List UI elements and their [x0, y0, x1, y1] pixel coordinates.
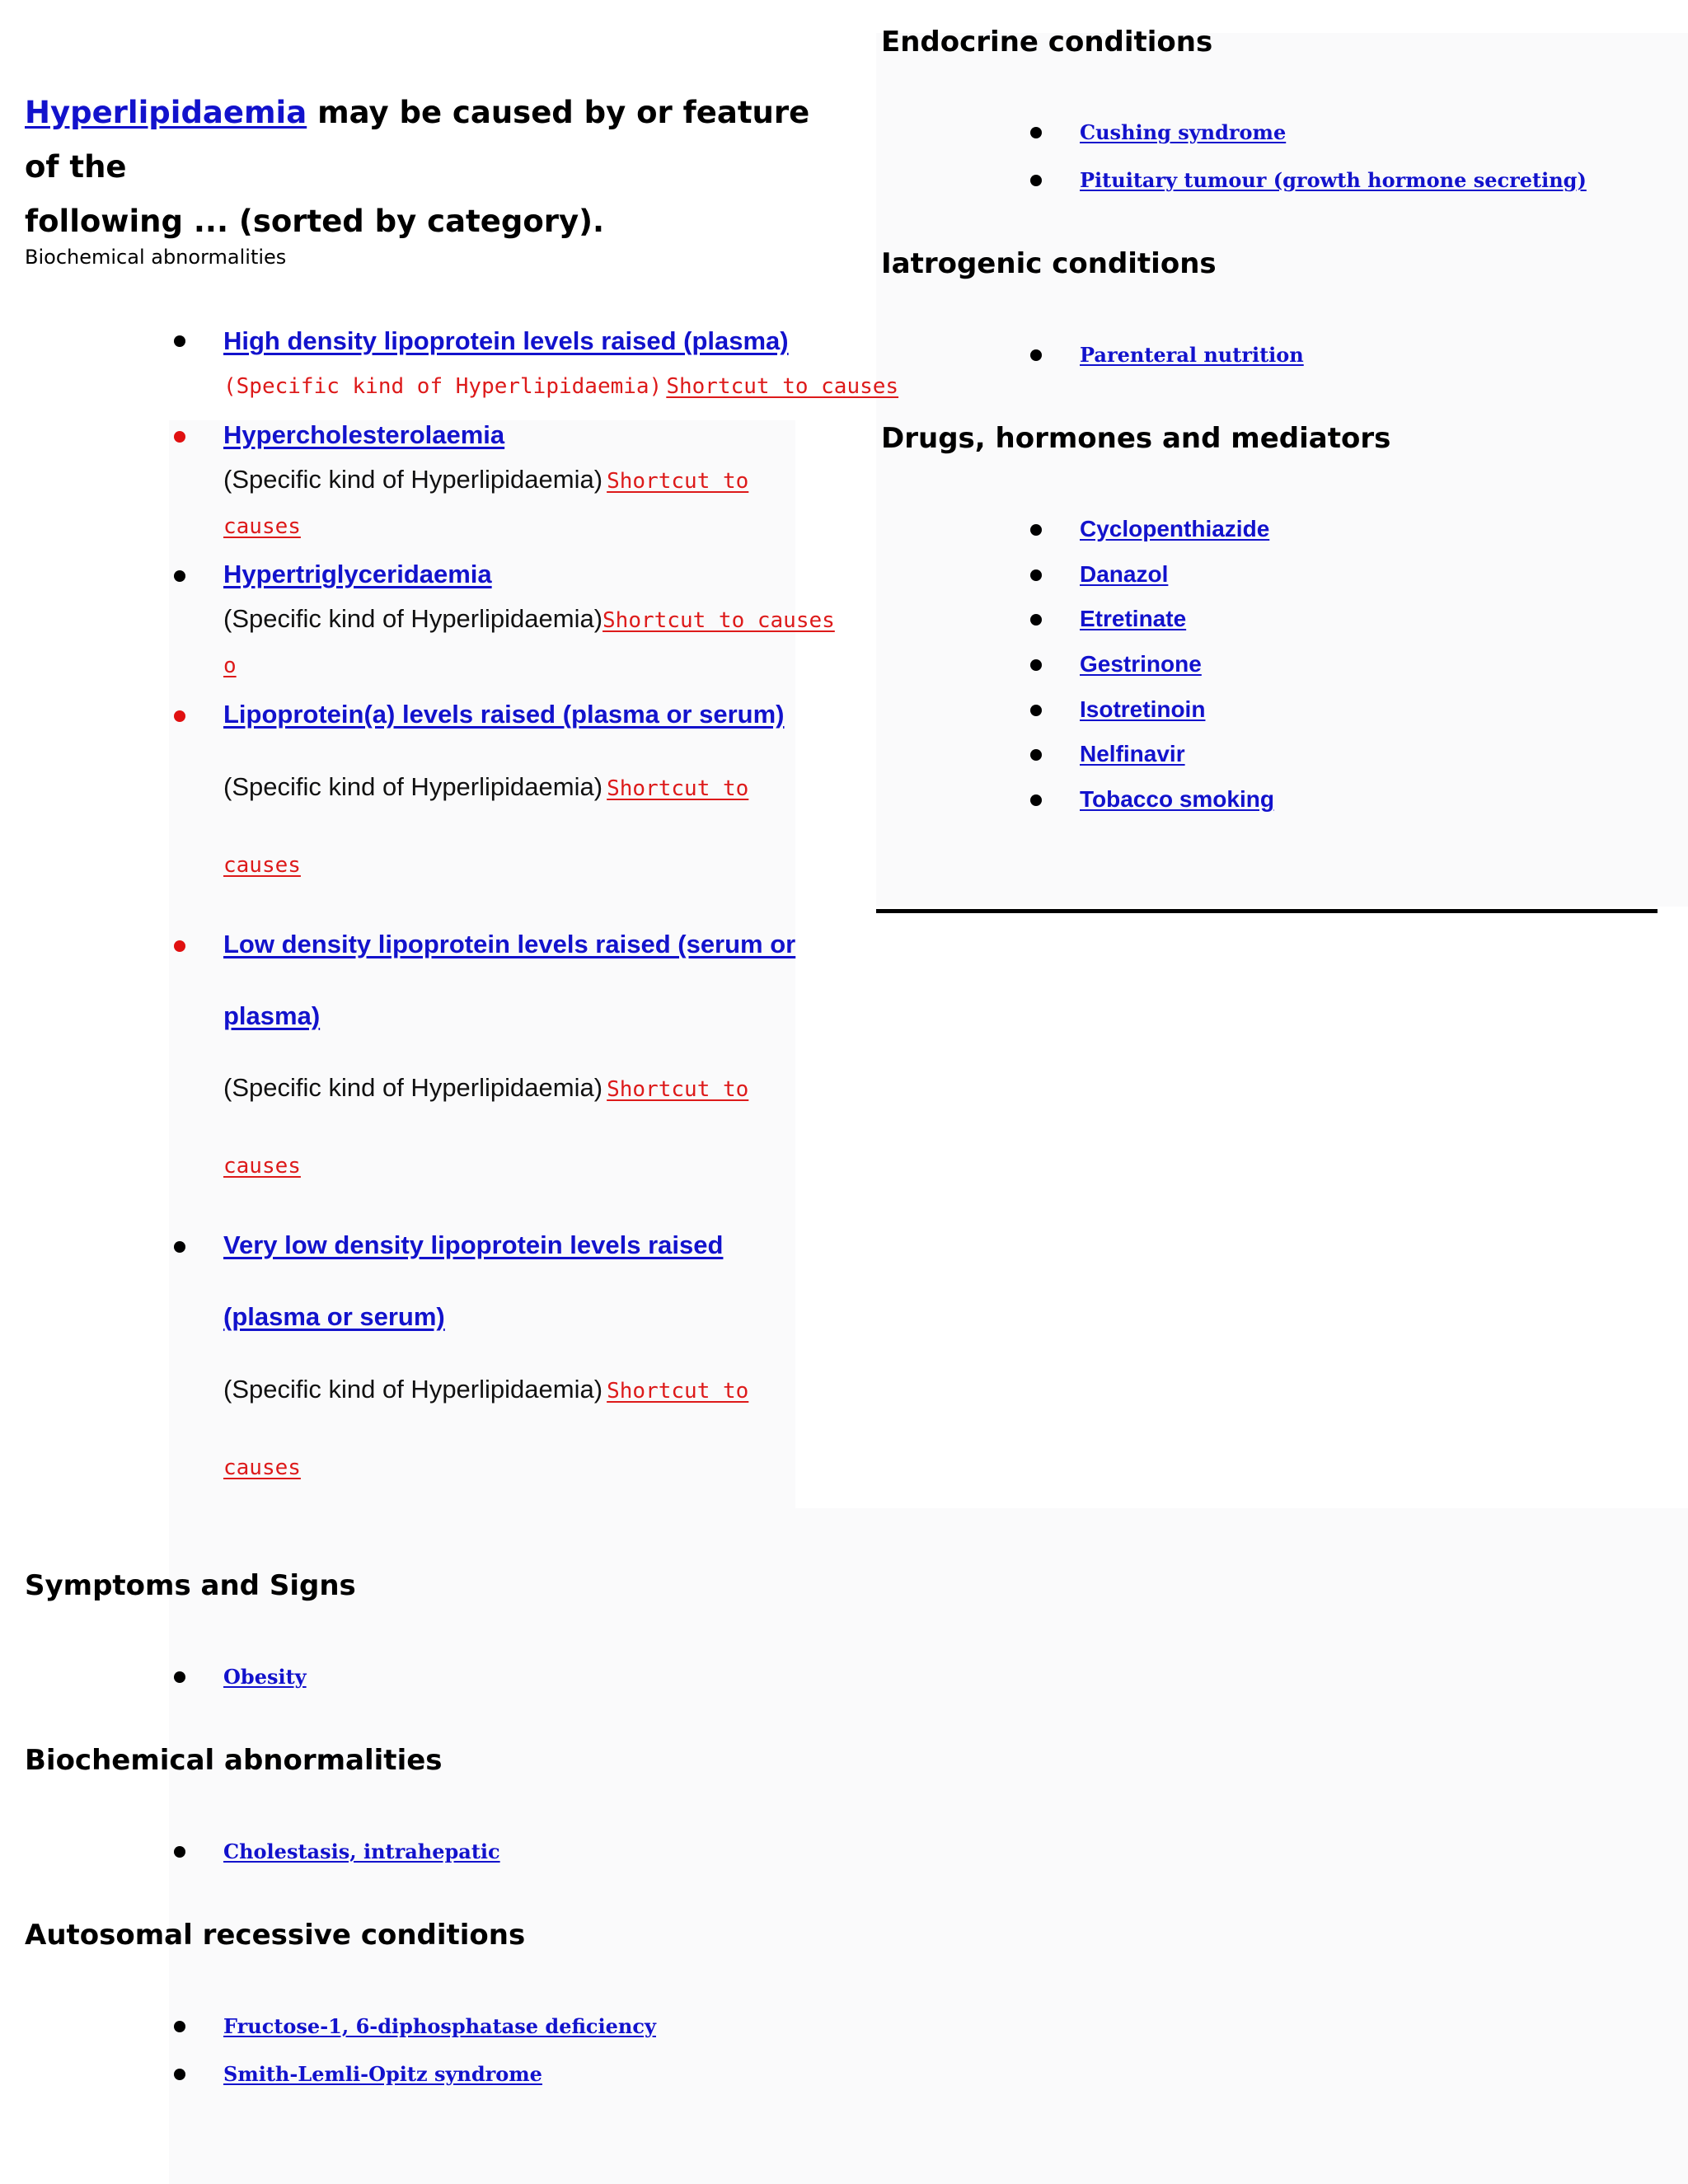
vldl-subline [223, 1375, 748, 1404]
lipoprotein-a-shortcut-link-cont[interactable]: causes [223, 853, 301, 878]
intro-paragraph [25, 86, 816, 249]
danazol-link[interactable]: Danazol [1080, 561, 1169, 587]
intro-text-2: following ... (sorted by category). [25, 204, 605, 239]
bullet-icon [174, 710, 185, 722]
cholestasis-link[interactable]: Cholestasis, intrahepatic [223, 1840, 500, 1863]
hypertriglyceridaemia-extra-link[interactable]: o [223, 654, 237, 678]
iatrogenic-heading: Iatrogenic conditions [881, 247, 1217, 280]
hdl-sub-text: (Specific kind of Hyperlipidaemia) [223, 374, 663, 399]
bullet-icon [1030, 794, 1042, 806]
hypertriglyceridaemia-shortcut-link[interactable]: Shortcut to causes [603, 608, 835, 633]
pituitary-tumour-link[interactable]: Pituitary tumour (growth hormone secreting) [1080, 168, 1587, 192]
hyperlipidaemia-link[interactable]: Hyperlipidaemia [25, 95, 307, 130]
ldl-shortcut-link-cont[interactable]: causes [223, 1154, 301, 1179]
bullet-icon [174, 431, 185, 443]
bullet-icon [174, 1846, 185, 1858]
ldl-raised-link-cont[interactable]: plasma) [223, 1001, 321, 1030]
lipoprotein-a-sub-text: (Specific kind of Hyperlipidaemia) [223, 772, 603, 801]
fructose-link[interactable]: Fructose-1, 6-diphosphatase deficiency [223, 2014, 656, 2038]
ldl-raised-link[interactable]: Low density lipoprotein levels raised (serum or [223, 930, 796, 958]
vldl-raised-link[interactable]: Very low density lipoprotein levels raised [223, 1230, 724, 1259]
ldl-sub-text: (Specific kind of Hyperlipidaemia) [223, 1073, 603, 1102]
hdl-subline [223, 374, 898, 399]
ldl-subline [223, 1073, 748, 1103]
obesity-link[interactable]: Obesity [223, 1665, 307, 1689]
etretinate-link[interactable]: Etretinate [1080, 606, 1187, 631]
intro-text-1: may be caused by or feature of the [25, 95, 810, 185]
vldl-shortcut-link-cont[interactable]: causes [223, 1455, 301, 1480]
cyclopenthiazide-link[interactable]: Cyclopenthiazide [1080, 516, 1270, 541]
cushing-link[interactable]: Cushing syndrome [1080, 120, 1287, 144]
bullet-icon [1030, 705, 1042, 716]
bullet-icon [174, 2021, 185, 2032]
hdl-shortcut-link[interactable]: Shortcut to causes [666, 374, 899, 399]
hypercholesterolaemia-subline [223, 465, 748, 494]
hypertriglyceridaemia-sub-text: (Specific kind of Hyperlipidaemia) [223, 604, 603, 633]
bullet-icon [1030, 749, 1042, 761]
hypertriglyceridaemia-subline [223, 604, 835, 634]
bullet-icon [174, 570, 185, 582]
hypercholesterolaemia-link[interactable]: Hypercholesterolaemia [223, 420, 505, 449]
smith-lemli-opitz-link[interactable]: Smith-Lemli-Opitz syndrome [223, 2062, 542, 2086]
bullet-icon [1030, 569, 1042, 581]
bullet-icon [1030, 524, 1042, 536]
bullet-icon [174, 2069, 185, 2080]
bullet-icon [174, 1241, 185, 1253]
drugs-heading: Drugs, hormones and mediators [881, 422, 1391, 455]
bullet-icon [174, 940, 185, 952]
content-shade-right [876, 33, 1688, 907]
bullet-icon [1030, 659, 1042, 671]
nelfinavir-link[interactable]: Nelfinavir [1080, 741, 1185, 766]
horizontal-divider [876, 909, 1658, 913]
biochem-small-heading: Biochemical abnormalities [25, 246, 287, 269]
lipoprotein-a-subline [223, 772, 748, 802]
vldl-shortcut-link[interactable]: Shortcut to [607, 1379, 749, 1404]
lipoprotein-a-link[interactable]: Lipoprotein(a) levels raised (plasma or serum) [223, 700, 785, 729]
hdl-raised-link[interactable]: High density lipoprotein levels raised (plasma) [223, 326, 789, 355]
gestrinone-link[interactable]: Gestrinone [1080, 651, 1202, 677]
ldl-shortcut-link[interactable]: Shortcut to [607, 1077, 749, 1102]
autosomal-heading: Autosomal recessive conditions [25, 1919, 526, 1952]
isotretinoin-link[interactable]: Isotretinoin [1080, 696, 1206, 722]
endocrine-heading: Endocrine conditions [881, 26, 1213, 59]
hypertriglyceridaemia-link[interactable]: Hypertriglyceridaemia [223, 560, 492, 588]
biochem-heading: Biochemical abnormalities [25, 1744, 443, 1777]
bullet-icon [1030, 349, 1042, 361]
bullet-icon [174, 335, 185, 347]
bullet-icon [1030, 127, 1042, 138]
hypercholesterolaemia-sub-text: (Specific kind of Hyperlipidaemia) [223, 465, 603, 494]
bullet-icon [1030, 175, 1042, 186]
hypercholesterolaemia-shortcut-link-cont[interactable]: causes [223, 514, 301, 539]
tobacco-smoking-link[interactable]: Tobacco smoking [1080, 786, 1274, 812]
vldl-raised-link-cont[interactable]: (plasma or serum) [223, 1302, 445, 1331]
vldl-sub-text: (Specific kind of Hyperlipidaemia) [223, 1375, 603, 1404]
symptoms-heading: Symptoms and Signs [25, 1569, 356, 1602]
bullet-icon [1030, 614, 1042, 626]
hypercholesterolaemia-shortcut-link[interactable]: Shortcut to [607, 469, 749, 494]
lipoprotein-a-shortcut-link[interactable]: Shortcut to [607, 776, 749, 801]
parenteral-nutrition-link[interactable]: Parenteral nutrition [1080, 343, 1304, 367]
bullet-icon [174, 1671, 185, 1683]
